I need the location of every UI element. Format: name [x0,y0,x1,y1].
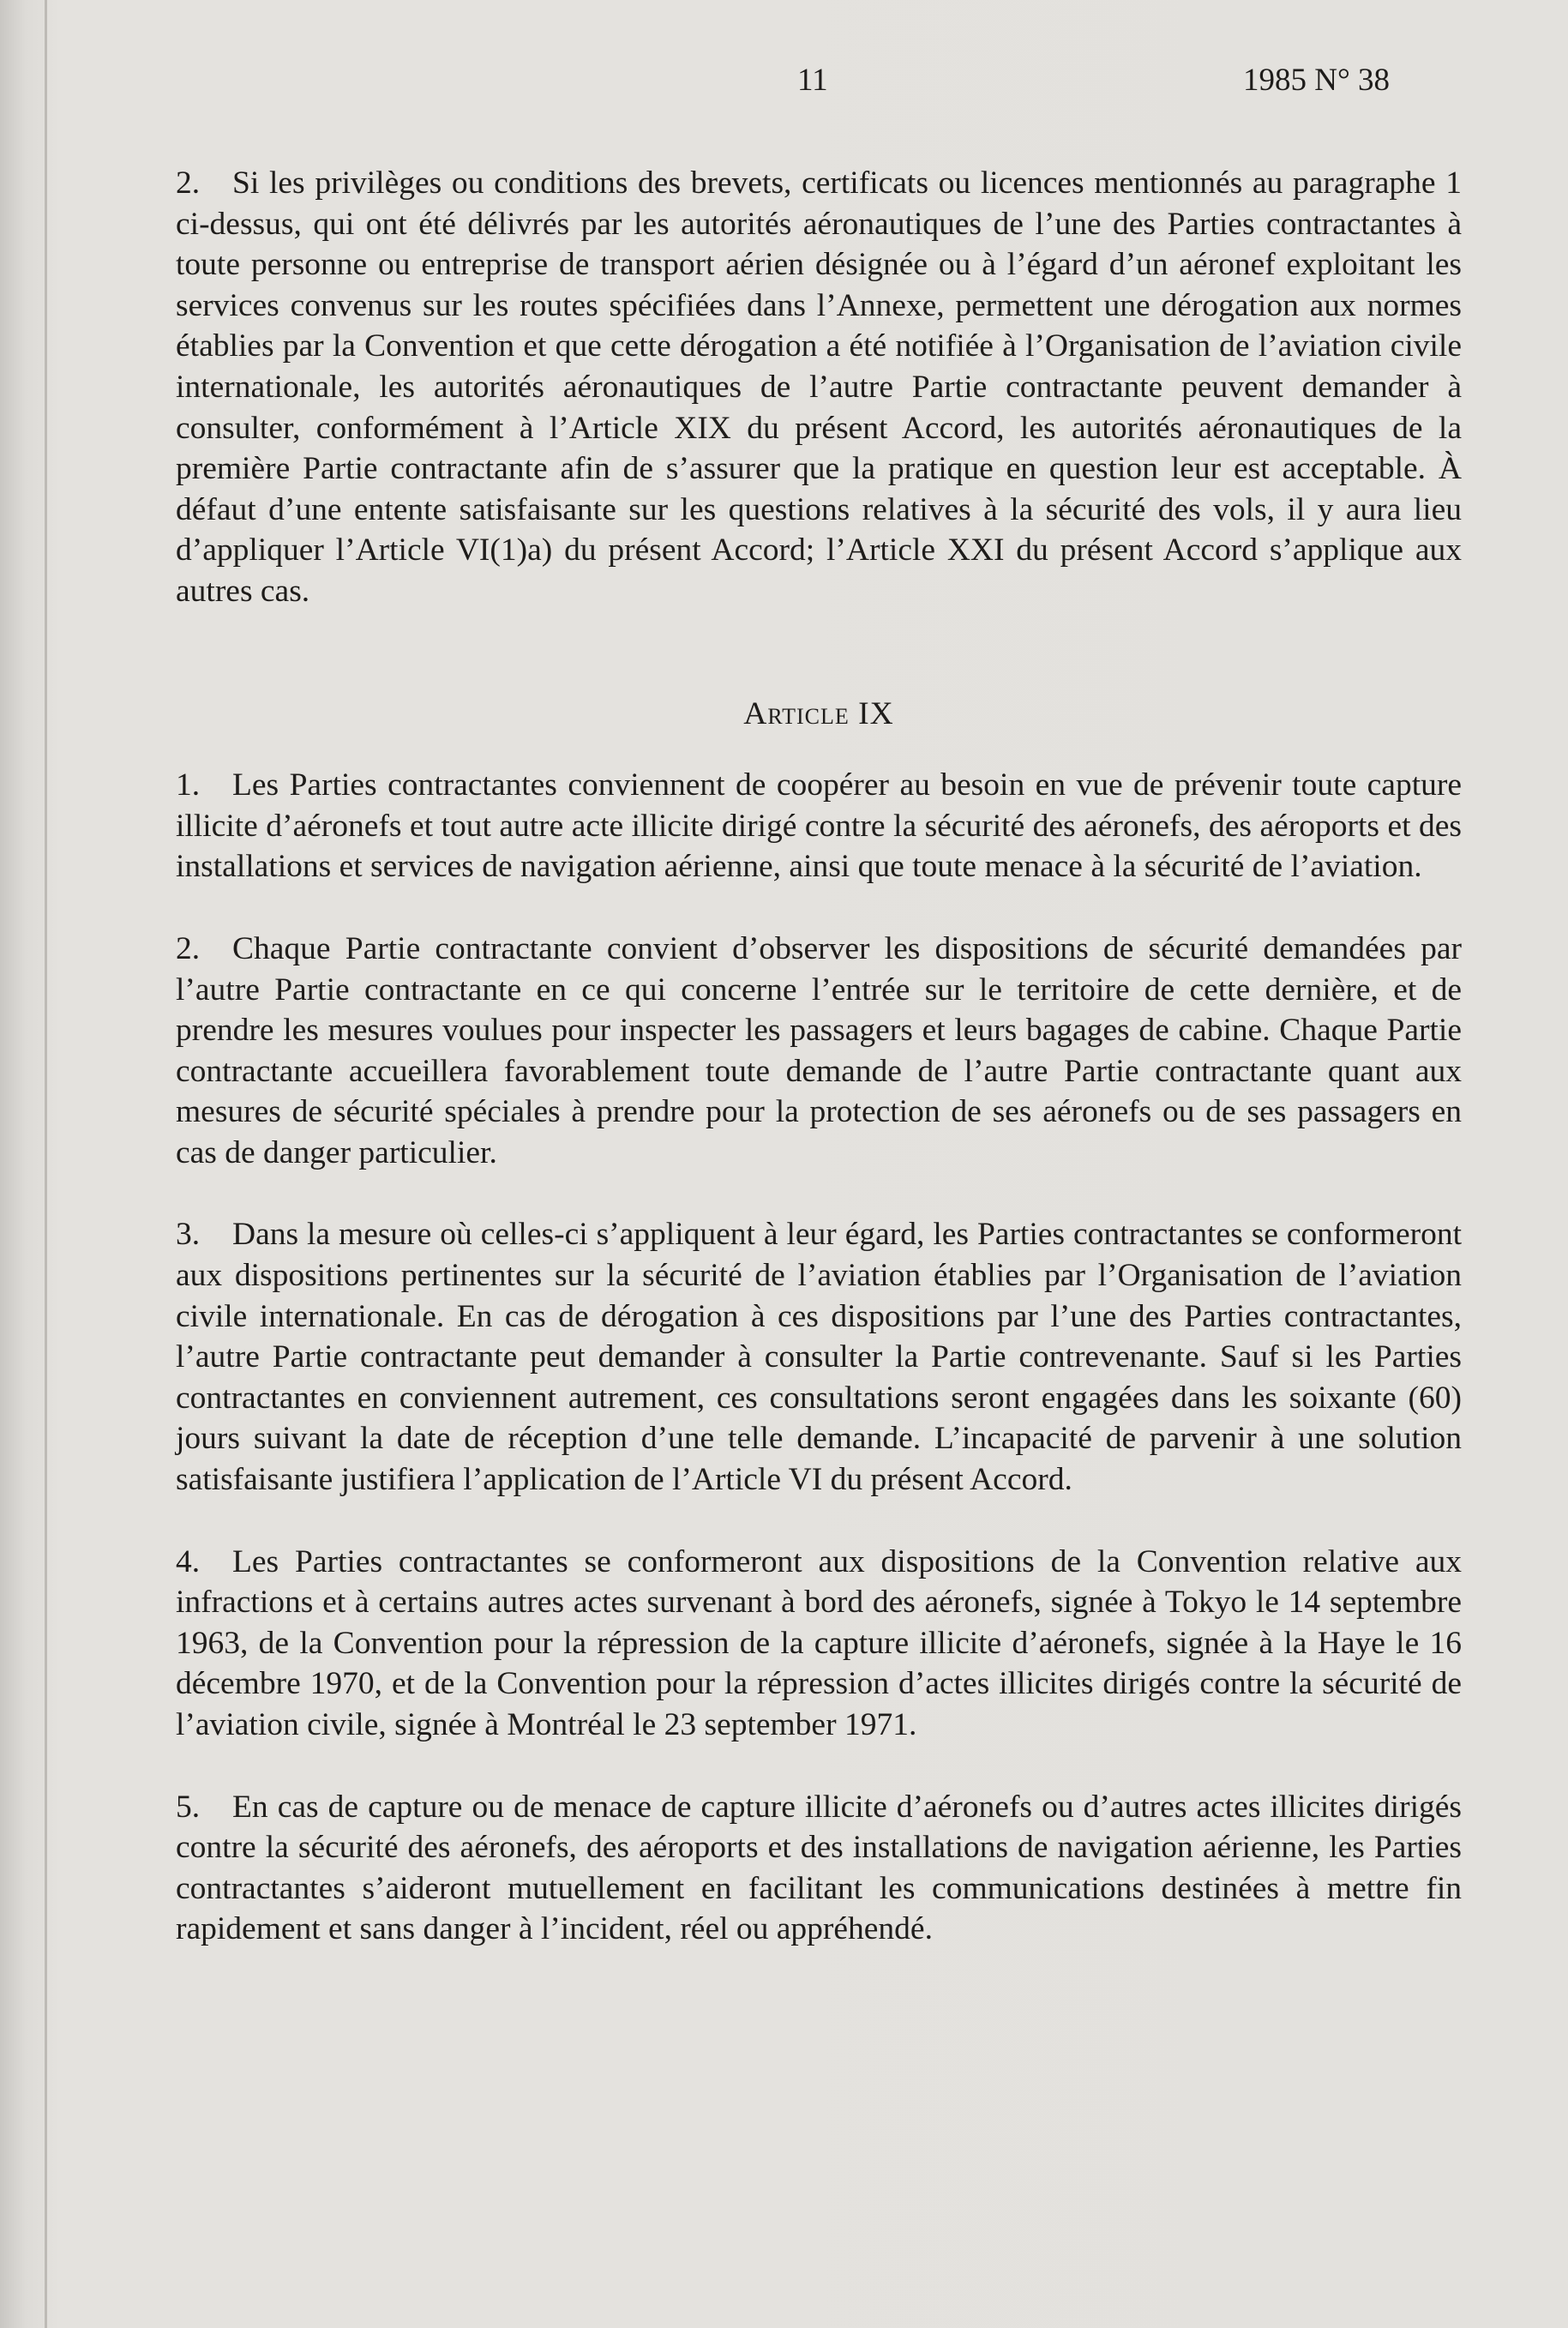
paragraph-text: Les Parties contractantes se conformeront aux dispositions de la Convention relative aux infractions et à certains autres actes survenant à bord des aéronefs, signée à Tokyo le 14 septembre 1963, de la Convention pour la répression de la capture illicite d’aéronefs, signée à la Haye le 16 décembre 1970, et de la Convention pour la répression d’actes illicites dirigés contre la sécurité de l’aviation civile, signée à Montréal le 23 september 1971. [176,1543,1462,1742]
paragraph-text: Chaque Partie contractante convient d’observer les dispositions de sécurité demandées par l’autre Partie contractante en ce qui concerne l’entrée sur le territoire de cette dernière, et de prendre les mesures voulues pour inspecter les passagers et leurs bagages de cabine. Chaque Partie contractante accueillera favorablement toute demande de l’autre Partie contractante quant aux mesures de sécurité spéciales à prendre pour la protection de ses aéronefs ou de ses passagers en cas de danger particulier. [176,930,1462,1170]
paragraph-number: 2. [176,165,201,201]
issue-reference: 1985 N° 38 [1243,63,1391,98]
binding-gutter [45,0,47,2328]
page-body [176,163,1462,1950]
paragraph-text: Si les privilèges ou conditions des brevets, certificats ou licences mentionnés au paragraphe 1 ci-dessus, qui ont été délivrés par les autorités aéronautiques de l’une des Parties contractantes à toute personne ou entreprise de transport aérien désignée ou à l’égard d’un aéronef exploitant les services convenus sur les routes spécifiées dans l’Annexe, permettent une dérogation aux normes établies par la Convention et que cette dérogation a été notifiée à l’Organisation de l’aviation civile internationale, les autorités aéronautiques de l’autre Partie contractante peuvent demander à consulter, conformément à l’Article XIX du présent Accord, les autorités aéronautiques de la première Partie contractante afin de s’assurer que la pratique en question leur est acceptable. À défaut d’une entente satisfaisante sur les questions relatives à la sécurité des vols, il y aura lieu d’appliquer l’Article VI(1)a) du présent Accord; l’Article XXI du présent Accord s’applique aux autres cas. [176,165,1462,609]
page-header [0,62,1568,105]
paragraph [176,1787,1462,1950]
paragraph-number: 5. [176,1789,201,1825]
paragraph [176,929,1462,1174]
paragraph [176,765,1462,887]
paragraph-number: 3. [176,1217,201,1253]
page-number: 11 [797,63,828,98]
paragraph-number: 4. [176,1543,201,1579]
paragraph-text: En cas de capture ou de menace de capture illicite d’aéronefs ou d’autres actes illicites dirigés contre la sécurité des aéronefs, des aéroports et des installations de navigation aérienne, les Parties contractantes s’aideront mutuellement en facilitant les communications destinées à mettre fin rapidement et sans danger à l’incident, réel ou appréhendé. [176,1789,1462,1947]
paragraph [176,163,1462,612]
paragraph-text: Les Parties contractantes conviennent de coopérer au besoin en vue de prévenir toute capture illicite d’aéronefs et tout autre acte illicite dirigé contre la sécurité des aéronefs, des aéroports et des installations et services de navigation aérienne, ainsi que toute menace à la sécurité de l’aviation. [176,767,1462,885]
paragraph-number: 1. [176,767,201,803]
paragraph-number: 2. [176,930,201,966]
article-heading: Article IX [743,695,894,731]
paragraph [176,1214,1462,1500]
paragraph [176,1542,1462,1746]
paragraph-text: Dans la mesure où celles-ci s’appliquent à leur égard, les Parties contractantes se conformeront aux dispositions pertinentes sur la sécurité de l’aviation établies par l’Organisation de l’aviation civile internationale. En cas de dérogation à ces dispositions par l’une des Parties contractantes, l’autre Partie contractante peut demander à consulter la Partie contrevenante. Sauf si les Parties contractantes en conviennent autrement, ces consultations seront engagées dans les soixante (60) jours suivant la date de réception d’une telle demande. L’incapacité de parvenir à une solution satisfaisante justifiera l’application de l’Article VI du présent Accord. [176,1217,1462,1498]
